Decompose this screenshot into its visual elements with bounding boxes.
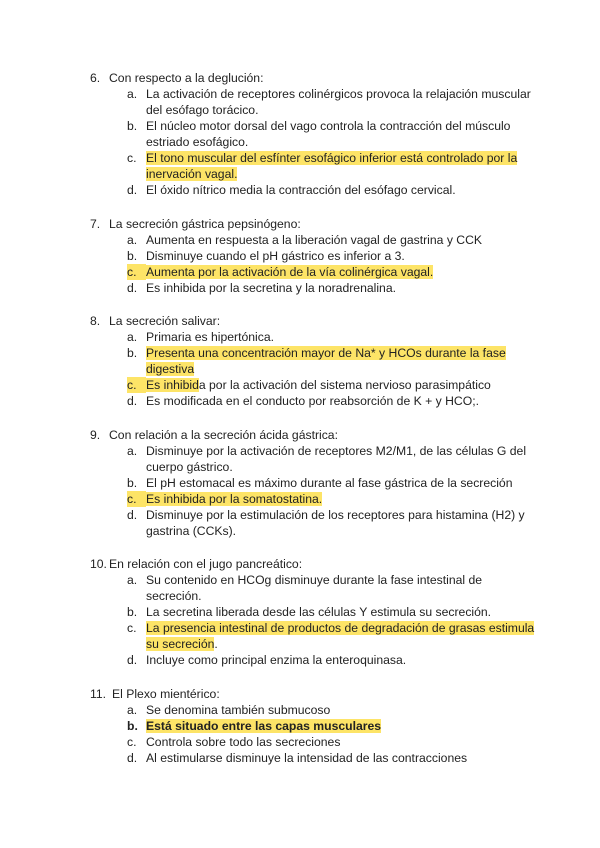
option-b-answer <box>90 345 535 377</box>
highlighted-answer-text: La presencia intestinal de productos de degradación de grasas estimula su secreción <box>146 621 535 651</box>
option-d <box>90 393 535 409</box>
option-letter: c. <box>127 734 137 749</box>
option-letter: b. <box>127 119 138 133</box>
option-letter: c. <box>127 621 137 635</box>
option-text: La secretina liberada desde las células Y estimula su secreción. <box>146 605 492 619</box>
option-letter: d. <box>127 750 138 765</box>
option-letter: d. <box>127 653 138 667</box>
question-number: 7. <box>90 216 101 231</box>
option-text: El óxido nítrico media la contracción del esófago cervical. <box>146 183 456 197</box>
option-letter: a. <box>127 232 138 247</box>
option-text: . <box>214 637 218 651</box>
option-c-answer <box>90 620 535 652</box>
option-letter: c. <box>127 491 146 507</box>
option-text: El pH estomacal es máximo durante al fase gástrica de la secreción <box>146 475 513 490</box>
option-text: La activación de receptores colinérgicos provoca la relajación muscular del esófago torácico. <box>146 87 531 117</box>
option-a <box>90 443 535 475</box>
option-text: Es inhibida por la secretina y la noradrenalina. <box>146 280 396 295</box>
question-text: La secreción salivar: <box>109 314 221 328</box>
highlighted-answer-text: El tono muscular del esfínter esofágico inferior está controlado por la inervación vagal. <box>146 151 518 181</box>
document-body <box>90 70 535 783</box>
question-number: 10. <box>90 557 107 571</box>
option-c-answer <box>90 264 535 280</box>
option-d <box>90 280 535 296</box>
question-7 <box>90 216 535 296</box>
option-text: a por la activación del sistema nervioso parasimpático <box>198 378 491 392</box>
question-9 <box>90 427 535 539</box>
option-text: Al estimularse disminuye la intensidad de las contracciones <box>146 750 468 765</box>
option-text: Su contenido en HCOg disminuye durante la fase intestinal de secreción. <box>146 573 483 603</box>
question-text: En relación con el jugo pancreático: <box>109 557 303 571</box>
option-letter: d. <box>127 183 138 197</box>
option-letter: c. <box>127 264 146 280</box>
option-letter: c. <box>127 377 146 393</box>
option-b <box>90 475 535 491</box>
option-letter: d. <box>127 394 138 408</box>
highlighted-answer-text: Es inhibid <box>146 378 199 392</box>
option-text: Se denomina también submucoso <box>146 702 331 717</box>
option-letter: a. <box>127 330 138 344</box>
question-number: 6. <box>90 71 101 85</box>
option-letter: d. <box>127 280 138 295</box>
option-letter: c. <box>127 151 137 165</box>
question-11 <box>90 686 535 766</box>
option-text: Disminuye cuando el pH gástrico es inferior a 3. <box>146 248 405 263</box>
option-d <box>90 652 535 668</box>
option-letter: a. <box>127 702 138 717</box>
option-text: Primaria es hipertónica. <box>146 330 275 344</box>
question-number: 8. <box>90 314 101 328</box>
highlighted-answer-text: Aumenta por la activación de la vía colinérgica vagal. <box>146 264 434 279</box>
option-letter: b. <box>127 605 138 619</box>
option-text: Controla sobre todo las secreciones <box>146 734 341 749</box>
question-text: Con relación a la secreción ácida gástrica: <box>109 427 338 442</box>
option-c-answer <box>90 491 535 507</box>
option-letter: a. <box>127 87 138 101</box>
option-b-answer <box>90 718 535 734</box>
option-text: Aumenta en respuesta a la liberación vagal de gastrina y CCK <box>146 232 483 247</box>
option-letter: b. <box>127 248 138 263</box>
option-text: Incluye como principal enzima la enteroquinasa. <box>146 653 407 667</box>
option-c-answer <box>90 377 535 393</box>
highlighted-answer-text: Está situado entre las capas musculares <box>146 718 382 733</box>
option-a <box>90 572 535 604</box>
option-a <box>90 329 535 345</box>
question-10 <box>90 556 535 668</box>
option-c-answer <box>90 150 535 182</box>
option-b <box>90 118 535 150</box>
option-text: Disminuye por la activación de receptores M2/M1, de las células G del cuerpo gástrico. <box>146 443 527 474</box>
option-text: Disminuye por la estimulación de los receptores para histamina (H2) y gastrina (CCKs). <box>146 507 525 538</box>
option-letter: b. <box>127 718 138 733</box>
option-a <box>90 86 535 118</box>
option-letter: a. <box>127 443 138 458</box>
question-text: El Plexo mientérico: <box>112 686 220 701</box>
option-b <box>90 248 535 264</box>
option-letter: d. <box>127 507 138 522</box>
option-text: El núcleo motor dorsal del vago controla la contracción del músculo estriado esofágico. <box>146 119 511 149</box>
question-8 <box>90 313 535 409</box>
option-a <box>90 232 535 248</box>
question-6 <box>90 70 535 198</box>
highlighted-answer-text: Es inhibida por la somatostatina. <box>146 491 323 506</box>
option-a <box>90 702 535 718</box>
option-d <box>90 750 535 766</box>
question-number: 9. <box>90 427 101 442</box>
option-letter: b. <box>127 475 138 490</box>
question-text: La secreción gástrica pepsinógeno: <box>109 216 301 231</box>
option-c <box>90 734 535 750</box>
option-b <box>90 604 535 620</box>
option-letter: b. <box>127 346 138 360</box>
question-text: Con respecto a la deglución: <box>109 71 264 85</box>
question-number: 11. <box>90 686 107 701</box>
highlighted-answer-text: Presenta una concentración mayor de Na* y HCOs durante la fase digestiva <box>146 346 506 376</box>
option-d <box>90 507 535 539</box>
option-letter: a. <box>127 573 138 587</box>
option-d <box>90 182 535 198</box>
option-text: Es modificada en el conducto por reabsorción de K + y HCO;. <box>146 394 479 408</box>
